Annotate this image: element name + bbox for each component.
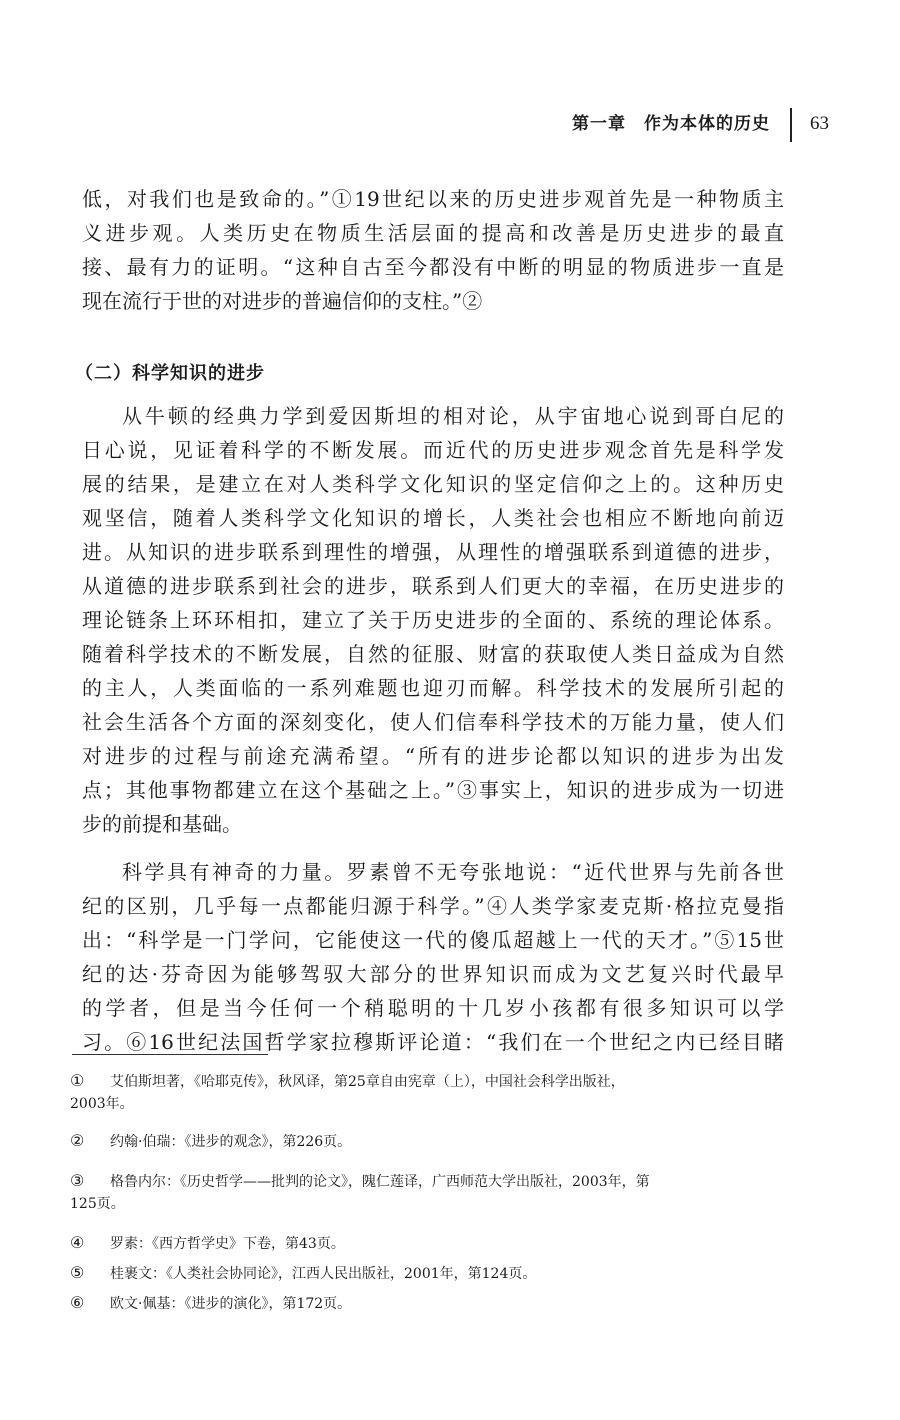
body-line: 日心说，见证着科学的不断发展。而近代的历史进步观念首先是科学发 (82, 438, 784, 462)
chapter-title: 第一章 作为本体的历史 (572, 114, 770, 134)
section-heading: （二）科学知识的进步 (75, 363, 265, 384)
body-line: 义进步观。人类历史在物质生活层面的提高和改善是历史进步的最直 (82, 221, 784, 245)
footnote-1 (70, 1070, 788, 1092)
footnote-text: 罗素：《西方哲学史》下卷，第43页。 (110, 1236, 345, 1252)
footnote-marker: ② (70, 1131, 85, 1150)
footnote-1-continuation: 2003年。 (70, 1096, 134, 1112)
footnote-marker: ⑤ (70, 1263, 85, 1282)
header-divider (790, 108, 792, 142)
body-line: 纪的达·芬奇因为能够驾驭大部分的世界知识而成为文艺复兴时代最早 (82, 962, 784, 986)
footnote-5 (70, 1262, 788, 1284)
footnote-2 (70, 1130, 788, 1152)
footnote-text: 欧文·佩基：《进步的演化》，第172页。 (110, 1296, 352, 1312)
body-line: 观坚信，随着人类科学文化知识的增长，人类社会也相应不断地向前迈 (82, 506, 784, 530)
page-number: 63 (810, 113, 829, 134)
footnote-marker: ⑥ (70, 1293, 85, 1312)
footnote-marker: ③ (70, 1171, 85, 1190)
body-line: 进。从知识的进步联系到理性的增强，从理性的增强联系到道德的进步， (82, 540, 784, 564)
body-line: 习。⑥16世纪法国哲学家拉穆斯评论道：“我们在一个世纪之内已经目睹 (82, 1030, 784, 1054)
footnote-marker: ④ (70, 1233, 85, 1252)
body-line: 随着科学技术的不断发展，自然的征服、财富的获取使人类日益成为自然 (82, 642, 784, 666)
body-line: 点；其他事物都建立在这个基础之上。”③事实上，知识的进步成为一切进 (82, 778, 784, 802)
body-line: 低，对我们也是致命的。”①19世纪以来的历史进步观首先是一种物质主 (82, 187, 784, 211)
body-line: 社会生活各个方面的深刻变化，使人们信奉科学技术的万能力量，使人们 (82, 710, 784, 734)
body-line: 从道德的进步联系到社会的进步，联系到人们更大的幸福，在历史进步的 (82, 574, 784, 598)
footnote-text: 约翰·伯瑞：《进步的观念》，第226页。 (110, 1134, 352, 1150)
body-line: 出：“科学是一门学问，它能使这一代的傻瓜超越上一代的天才。”⑤15世 (82, 928, 784, 952)
body-line: 理论链条上环环相扣，建立了关于历史进步的全面的、系统的理论体系。 (82, 608, 784, 632)
body-line: 的学者，但是当今任何一个稍聪明的十几岁小孩都有很多知识可以学 (82, 996, 784, 1020)
body-line: 的主人，人类面临的一系列难题也迎刃而解。科学技术的发展所引起的 (82, 676, 784, 700)
footnote-separator (72, 1054, 268, 1055)
body-line: 对进步的过程与前途充满希望。“所有的进步论都以知识的进步为出发 (82, 744, 784, 768)
footnote-text: 桂裹文：《人类社会协同论》，江西人民出版社，2001年，第124页。 (110, 1266, 537, 1282)
footnote-3 (70, 1170, 788, 1192)
body-line: 从牛顿的经典力学到爱因斯坦的相对论，从宇宙地心说到哥白尼的 (122, 404, 784, 428)
footnote-text: 艾伯斯坦著，《哈耶克传》，秋风译，第25章自由宪章（上），中国社会科学出版社， (110, 1074, 625, 1090)
body-line: 纪的区别，几乎每一点都能归源于科学。”④人类学家麦克斯·格拉克曼指 (82, 894, 784, 918)
body-line: 步的前提和基础。 (82, 812, 242, 836)
footnote-text: 格鲁内尔：《历史哲学——批判的论文》，隗仁莲译，广西师范大学出版社，2003年，第 (110, 1174, 650, 1190)
footnote-4 (70, 1232, 788, 1254)
body-line: 接、最有力的证明。“这种自古至今都没有中断的明显的物质进步一直是 (82, 255, 784, 279)
running-header (0, 112, 900, 140)
body-line: 科学具有神奇的力量。罗素曾不无夸张地说：“近代世界与先前各世 (122, 860, 784, 884)
footnote-marker: ① (70, 1071, 85, 1090)
footnote-3-continuation: 125页。 (70, 1196, 125, 1212)
body-line: 展的结果，是建立在对人类科学文化知识的坚定信仰之上的。这种历史 (82, 472, 784, 496)
footnote-6 (70, 1292, 788, 1314)
body-line: 现在流行于世的对进步的普遍信仰的支柱。”② (82, 289, 483, 313)
